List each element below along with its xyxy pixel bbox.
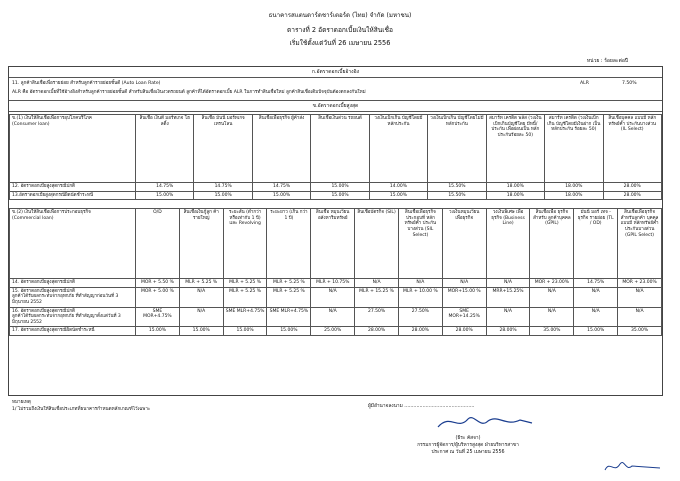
rate-cell: 14.75% xyxy=(194,183,252,192)
rate-cell: 28.00% xyxy=(603,183,662,192)
column-header: สมาร์ท เครดิต พลัส (วงเงิน เบิกเกินบัญชีโดย มีหนี้/ประกัน เพื่อผ่อนเป็น หลักประกันร้อยละ 50) xyxy=(486,115,544,183)
section-a-title: ก.อัตราดอกเบี้ยอ้างอิง xyxy=(9,67,662,78)
column-header: วงเงินเบิกเกิน บัญชีโดยไม่มี หลักประกัน xyxy=(428,115,486,183)
signatory-name: (ธีระ คัสจา) xyxy=(455,436,481,442)
column-header: สินเชื่อ หมุนเวียน อสังหาริมทรัพย์ xyxy=(311,209,355,279)
alr-note: ALR คือ อัตราดอกเบี้ยที่ใช้อ้างอิงสำหรับลูกค้ารายย่อยชั้นดี สำหรับสินเชื่อเงินงวดรถยนต์ ลูกค้าที่ได้อัตราดอกเบี้ย ALR ในการทำสินเชื่อใหม่ ลูกค้าสินเชื่อเดิมปัจจุบันต้องตกลงกันใหม่ xyxy=(12,90,366,95)
column-header: สมาร์ท เครดิต (วงเงินเบิกเกิน บัญชีโดยมีเงินฝาก เป็นหลักประกัน ร้อยละ 50) xyxy=(545,115,603,183)
rate-cell: MLR + 10.00 % xyxy=(398,287,442,307)
bank-name: ธนาคารสแตนดาร์ดชาร์เตอร์ด (ไทย) จำกัด (มหาชน) xyxy=(268,12,412,19)
rate-cell: 35.00% xyxy=(530,327,574,336)
column-header: ข.(2) เงินให้สินเชื่อเพื่อการประกอบธุรกิจ (Commercial loan) xyxy=(10,209,136,279)
rate-cell: 15.00% xyxy=(267,327,311,336)
effective-date: เริ่มใช้ตั้งแต่วันที่ 26 เมษายน 2556 xyxy=(289,39,391,47)
rate-cell: N/A xyxy=(618,307,662,327)
rate-cell: 28.00% xyxy=(442,327,486,336)
units-label: หน่วย : ร้อยละต่อปี xyxy=(586,58,628,64)
signature-mark xyxy=(428,411,548,433)
column-header: ข.(1) เงินให้สินเชื่อเพื่อการอุปโภคบริโภค (Consumer loan) xyxy=(10,115,136,183)
signatory-line: ผู้มีอำนาจลงนาม .............................................. xyxy=(368,404,475,409)
table-row xyxy=(10,279,662,288)
rate-cell: N/A xyxy=(355,279,399,288)
rate-cell: 14.00% xyxy=(369,183,427,192)
rate-cell: N/A xyxy=(486,279,530,288)
rate-cell: 15.00% xyxy=(369,191,427,200)
column-header: สินเชื่อบัตรกิจ (SIL) xyxy=(355,209,399,279)
rate-cell: MLR + 5.25 % xyxy=(179,279,223,288)
column-header: สินเชื่อเงินด่วน รถยนต์ xyxy=(311,115,369,183)
column-header: สินเชื่อเงินกู้ลูก ค้ารายใหญ่ xyxy=(179,209,223,279)
row-label: 15. อัตราดอกเบี้ยสูงสุดกรณีปกติ ลูกค้าได้รับผลกระทบจากอุทกภัย ที่ทำสัญญาก่อนวันที่ 3 มิถุนายน 2552 xyxy=(10,287,136,307)
rate-cell: 15.00% xyxy=(252,191,310,200)
rate-cell: 15.00% xyxy=(136,191,194,200)
rate-cell: 15.50% xyxy=(428,191,486,200)
signatory-title: กรรมการผู้จัดการ/ผู้บริหารสูงสุด ฝ่ายบริหารสาขา xyxy=(417,443,519,449)
row-label: 14. อัตราดอกเบี้ยสูงสุดกรณีปกติ xyxy=(10,279,136,288)
rate-cell: 15.00% xyxy=(179,327,223,336)
rate-cell: N/A xyxy=(486,307,530,327)
rate-cell: 18.00% xyxy=(486,191,544,200)
column-header: วงเงินหมุนเวียน เพื่อธุรกิจ xyxy=(442,209,486,279)
rate-cell: 15.00% xyxy=(194,191,252,200)
column-header: วงเงินพิเศษ เพื่อธุรกิจ (Business Line) xyxy=(486,209,530,279)
consumer-header-row xyxy=(10,115,662,183)
rate-cell: 15.00% xyxy=(574,327,618,336)
rate-cell: 15.00% xyxy=(136,327,180,336)
alr-value: 7.50% xyxy=(622,81,637,86)
rate-cell: MOR + 23.00% xyxy=(618,279,662,288)
table-row xyxy=(10,307,662,327)
commercial-header-row xyxy=(10,209,662,279)
rate-cell: 35.00% xyxy=(618,327,662,336)
rate-cell: N/A xyxy=(179,287,223,307)
rate-cell: 14.75% xyxy=(136,183,194,192)
rate-cell: SME MLR+4.75% xyxy=(267,307,311,327)
table-title: ตารางที่ 2 อัตราดอกเบี้ยเงินให้สินเชื่อ xyxy=(287,26,393,34)
column-header: สินเชื่อเพื่อ ธุรกิจสำหรับ ลูกค้าบุคคล (GPIL) xyxy=(530,209,574,279)
rate-cell: SME MOR+14.25% xyxy=(442,307,486,327)
rate-cell: MOR+15.00 % xyxy=(442,287,486,307)
column-header: มันนี่ มอร์ เทจ - ธุรกิจ รายย่อย (TL / OD) xyxy=(574,209,618,279)
rate-cell: MRR+15.25% xyxy=(486,287,530,307)
rate-cell: N/A xyxy=(311,287,355,307)
rate-cell: MLR + 5.25 % xyxy=(223,287,267,307)
rate-cell: SME MOR+4.75% xyxy=(136,307,180,327)
rate-cell: N/A xyxy=(398,279,442,288)
alr-label: ALR xyxy=(580,81,589,86)
column-header: สินเชื่อเพื่อธุรกิจ ประกอบที่ หลักทรัพย์ค้ำ ประกันบางส่วน (SIL Select) xyxy=(398,209,442,279)
table-row xyxy=(10,327,662,336)
column-header: ระยะยาว (เกิน กว่า 1 ปี) xyxy=(267,209,311,279)
notes-title: หมายเหตุ xyxy=(12,400,31,405)
table-row xyxy=(10,287,662,307)
rate-cell: 15.50% xyxy=(428,183,486,192)
rate-cell: 15.00% xyxy=(311,191,369,200)
rate-cell: 27.50% xyxy=(398,307,442,327)
column-header: สินเชื่อเพื่อธุรกิจ สำหรับลูกค้า บุคคลแบบมี หลักทรัพย์ค้ำ ประกันบางส่วน (GPIL Select) xyxy=(618,209,662,279)
rate-cell: MLR + 15.25 % xyxy=(355,287,399,307)
rate-cell: N/A xyxy=(574,307,618,327)
rate-cell: N/A xyxy=(179,307,223,327)
column-header: วงเงินเบิกเกิน บัญชีโดยมี หลักประกัน xyxy=(369,115,427,183)
rate-cell: MOR + 5.00 % xyxy=(136,287,180,307)
rate-cell: N/A xyxy=(618,287,662,307)
rate-cell: 28.00% xyxy=(355,327,399,336)
table-row xyxy=(10,191,662,200)
signature-block xyxy=(368,404,568,457)
rate-cell: SME MLR+4.75% xyxy=(223,307,267,327)
notes xyxy=(12,399,150,413)
column-header: สินเชื่อเพื่อธุรกิจ ผู้ค้าส่ง xyxy=(252,115,310,183)
rate-cell: 27.50% xyxy=(355,307,399,327)
row-label: 16. อัตราดอกเบี้ยสูงสุดกรณีปกติ ลูกค้าได้รับผลกระทบจากอุทกภัย ที่ทำสัญญาตั้งแต่วันที่ 3 มิถุนายน 2552 xyxy=(10,307,136,327)
rate-cell: 15.00% xyxy=(311,183,369,192)
rate-cell: MOR + 5.50 % xyxy=(136,279,180,288)
row-label: 17. อัตราดอกเบี้ยสูงสุดกรณีผิดนัดชำระหนี้ xyxy=(10,327,136,336)
section-b-title: ข.อัตราดอกเบี้ยสูงสุด xyxy=(9,100,662,112)
rate-cell: 18.00% xyxy=(486,183,544,192)
rate-cell: 28.00% xyxy=(486,327,530,336)
rate-cell: MLR + 5.25 % xyxy=(267,287,311,307)
rate-cell: 28.00% xyxy=(603,191,662,200)
commercial-loan-table xyxy=(9,208,662,336)
rate-cell: 14.75% xyxy=(252,183,310,192)
column-header: O/D xyxy=(136,209,180,279)
rate-cell: N/A xyxy=(574,287,618,307)
column-header: สินเชื่อบุคคล แบบมี หลักทรัพย์ค้ำ ประกันบางส่วน (IL Select) xyxy=(603,115,662,183)
announcement-date: ประกาศ ณ วันที่ 25 เมษายน 2556 xyxy=(431,449,505,455)
column-header: สินเชื่อ มันนี่ มอร์ทเกจ เทรนโลน xyxy=(194,115,252,183)
rate-cell: MLR + 5.25 % xyxy=(267,279,311,288)
row-label: 13.อัตราดอกเบี้ยสูงสุดกรณีผิดนัดชำระหนี้ xyxy=(10,191,136,200)
rate-cell: 15.00% xyxy=(223,327,267,336)
alr-description: 11. ลูกค้าสินเชื่อเพื่อรายย่อย สำหรับลูกค้ารายย่อยชั้นดี (Auto Loan Rate) xyxy=(12,81,161,86)
rate-cell: MLR + 10.75% xyxy=(311,279,355,288)
rate-cell: 18.00% xyxy=(545,191,603,200)
rate-cell: MOR + 23.00% xyxy=(530,279,574,288)
column-header: สินเชื่อ เงินดี มอร์ทเกจ โฮลดิ้ง xyxy=(136,115,194,183)
rate-cell: 14.75% xyxy=(574,279,618,288)
rate-cell: N/A xyxy=(442,279,486,288)
table-row xyxy=(10,183,662,192)
rate-cell: 25.00% xyxy=(311,327,355,336)
consumer-loan-table xyxy=(9,114,662,200)
rate-cell: N/A xyxy=(311,307,355,327)
rate-cell: N/A xyxy=(530,287,574,307)
rate-cell: MLR + 5.25 % xyxy=(223,279,267,288)
initials-mark xyxy=(600,456,670,478)
rate-cell: 28.00% xyxy=(398,327,442,336)
note-1: 1/ ไม่รวมถึงเงินให้สินเชื่อประเภทที่ธนาคารกำหนดหลักเกณฑ์ไว้เฉพาะ xyxy=(12,407,151,412)
rate-cell: 18.00% xyxy=(545,183,603,192)
row-label: 12. อัตราดอกเบี้ยสูงสุดกรณีปกติ xyxy=(10,183,136,192)
rate-cell: N/A xyxy=(530,307,574,327)
column-header: ระยะสั้น (ต่ำกว่า หรือเท่ากับ 1 ปี) และ Revolving xyxy=(223,209,267,279)
